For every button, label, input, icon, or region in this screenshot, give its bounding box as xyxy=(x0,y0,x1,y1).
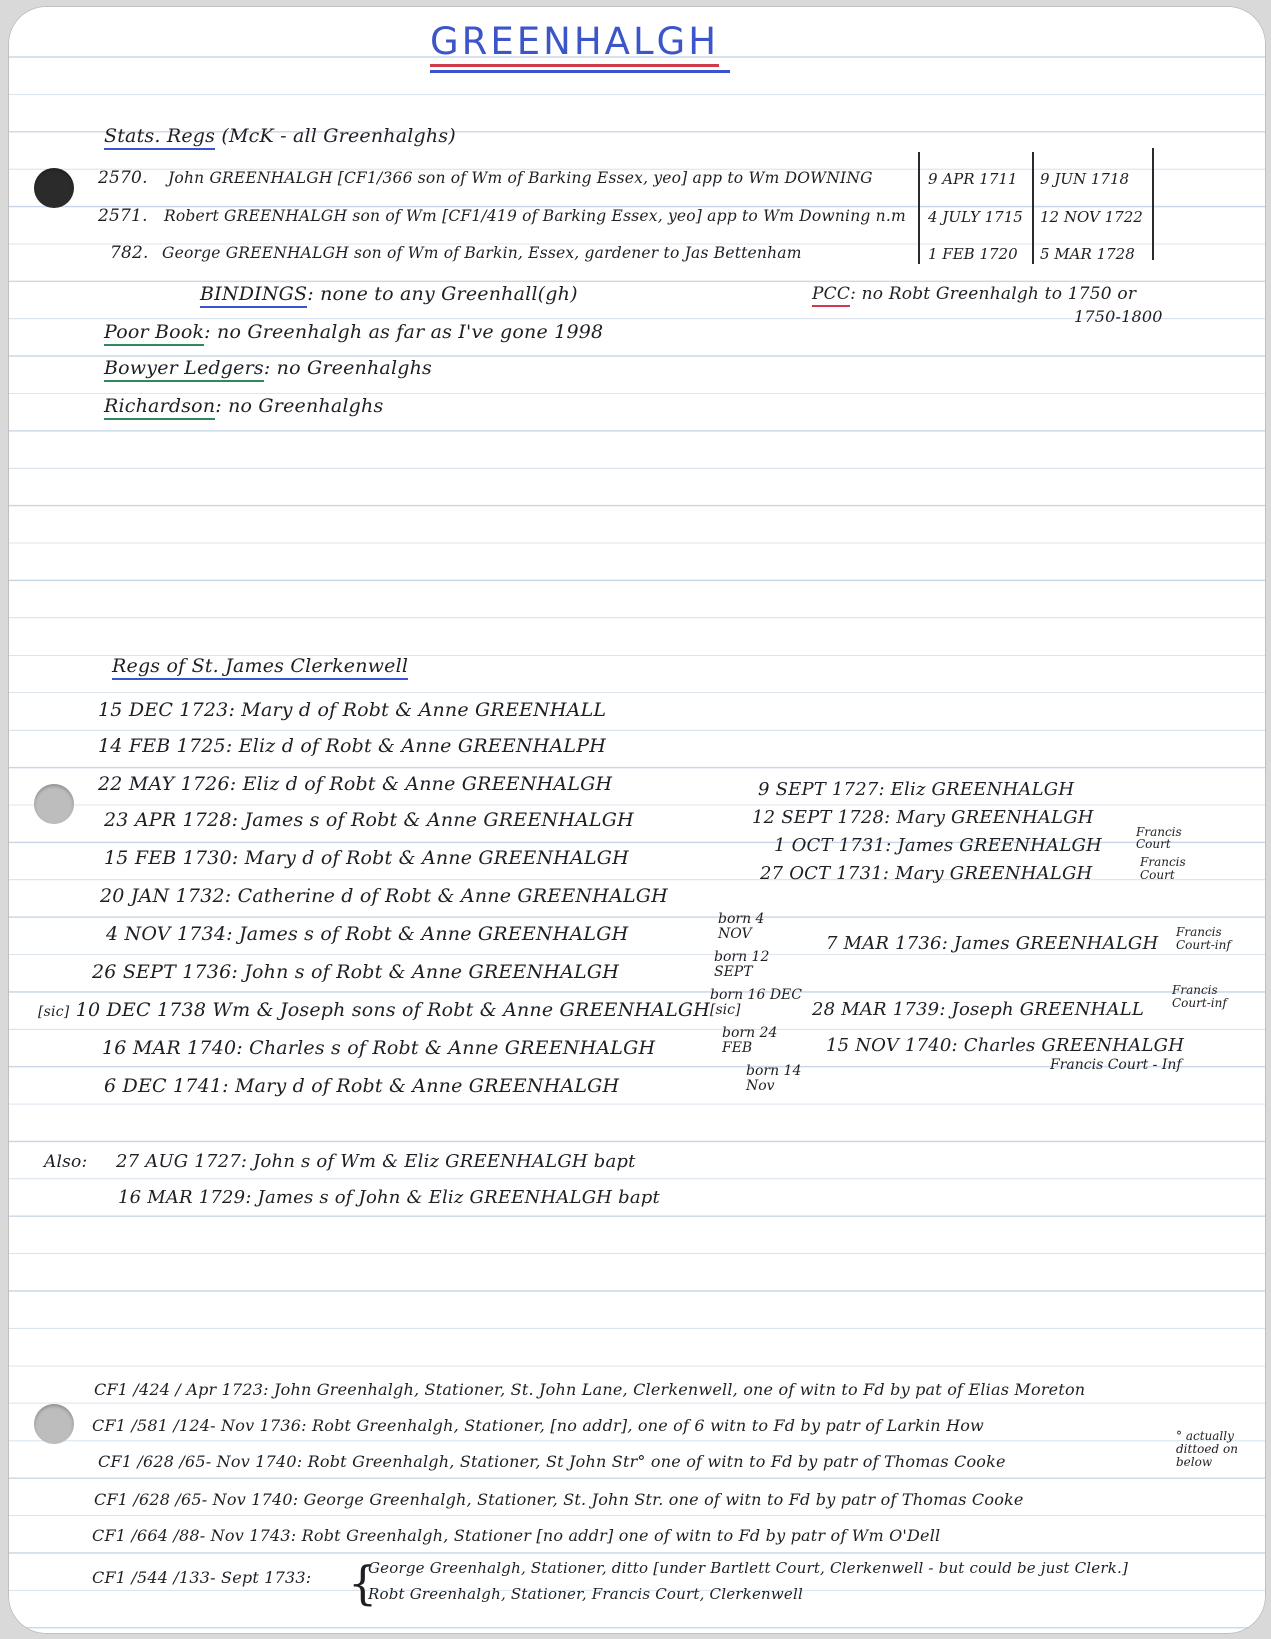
brace-line: George Greenhalgh, Stationer, ditto [under Bartlett Court, Clerkenwell - but could be just Clerk.] xyxy=(368,1559,1129,1577)
reg-text: : Eliz d of Robt & Anne GREENHALPH xyxy=(225,735,606,757)
stats-entry-date2: 9 JUN 1718 xyxy=(1040,170,1130,188)
richardson-text: : no Greenhalghs xyxy=(215,395,384,417)
reg-text: Wm & Joseph sons of Robt & Anne GREENHALGH xyxy=(212,999,711,1021)
reg-text: : Eliz d of Robt & Anne GREENHALGH xyxy=(229,773,613,795)
list-item xyxy=(116,1150,636,1174)
list-item xyxy=(98,698,606,722)
stats-entry-date2: 5 MAR 1728 xyxy=(1040,245,1135,263)
list-item xyxy=(752,806,1094,830)
reg-date: 27 AUG 1727 xyxy=(116,1151,241,1172)
list-item xyxy=(104,1074,619,1098)
stats-entry-text: Robert GREENHALGH son of Wm [CF1/419 of Barking Essex, yeo] app to Wm Downing n.m xyxy=(164,207,906,225)
list-item xyxy=(760,862,1092,886)
reg-date: 12 SEPT 1728 xyxy=(752,807,885,828)
reg-date: 15 NOV 1740 xyxy=(826,1035,952,1056)
reg-text: : Mary d of Robt & Anne GREENHALGH xyxy=(231,847,629,869)
reg-date: 4 NOV 1734 xyxy=(106,923,227,945)
cf-text: Apr 1723: John Greenhalgh, Stationer, St. John Lane, Clerkenwell, one of witn to Fd by pat of Elias Moreton xyxy=(186,1380,1086,1399)
list-item xyxy=(92,1414,984,1438)
reg-date: 28 MAR 1739 xyxy=(812,999,940,1020)
born-note: born 16 DEC [sic] xyxy=(710,987,802,1018)
bindings-label: BINDINGS xyxy=(200,283,307,308)
list-item xyxy=(92,960,619,984)
list-item xyxy=(94,1488,1024,1512)
binder-hole-middle xyxy=(34,784,74,824)
cf-ref: CF1 /628 /65 xyxy=(94,1490,202,1509)
reg-date: 20 JAN 1732 xyxy=(100,885,225,907)
list-item xyxy=(104,846,629,870)
richardson-label: Richardson xyxy=(104,395,215,420)
reg-text: : Eliz GREENHALGH xyxy=(878,779,1075,800)
born-note: born 14 Nov xyxy=(746,1063,802,1094)
stats-entry-date1: 1 FEB 1720 xyxy=(928,245,1018,263)
page-title: GREENHALGH xyxy=(430,20,719,67)
reg-date: 23 APR 1728 xyxy=(104,809,232,831)
pcc-text-2: 1750-1800 xyxy=(1074,307,1163,326)
table-rule xyxy=(1032,152,1034,264)
reg-date: 14 FEB 1725 xyxy=(98,735,226,757)
reg-date: 6 DEC 1741 xyxy=(104,1075,223,1097)
bindings-text: : none to any Greenhall(gh) xyxy=(307,283,578,305)
stats-entry-text: George GREENHALGH son of Wm of Barkin, Essex, gardener to Jas Bettenham xyxy=(162,244,802,262)
cf-ref: CF1 /544 /133 xyxy=(92,1568,211,1587)
cf-ref: CF1 /628 /65 xyxy=(98,1452,206,1471)
bowyer-ledgers-label: Bowyer Ledgers xyxy=(104,357,264,382)
list-item xyxy=(812,998,1144,1022)
stats-heading-note: (McK - all Greenhalghs) xyxy=(221,125,456,147)
brace-line: Robt Greenhalgh, Stationer, Francis Court, Clerkenwell xyxy=(368,1585,803,1603)
reg-date: 15 FEB 1730 xyxy=(104,847,232,869)
court-note: Francis Court - Inf xyxy=(1050,1057,1182,1073)
reg-date: 10 DEC 1738 xyxy=(75,999,207,1021)
reg-date: 22 MAY 1726 xyxy=(98,773,230,795)
cf-text: - Sept 1733: xyxy=(210,1568,312,1587)
reg-date: 16 MAR 1729 xyxy=(118,1187,246,1208)
reg-text: : Joseph GREENHALL xyxy=(939,999,1145,1020)
reg-date: 7 MAR 1736 xyxy=(826,933,942,954)
bowyer-ledgers-text: : no Greenhalghs xyxy=(263,357,432,379)
list-item xyxy=(94,1378,1085,1402)
list-item xyxy=(104,808,634,832)
list-item xyxy=(118,1186,660,1210)
reg-text: : Charles s of Robt & Anne GREENHALGH xyxy=(236,1037,656,1059)
bowyer-ledgers-note xyxy=(104,356,432,380)
list-item xyxy=(106,922,628,946)
list-item xyxy=(92,1524,940,1548)
reg-date: 15 DEC 1723 xyxy=(98,699,229,721)
cf-side-note: ° actually dittoed on below xyxy=(1176,1429,1238,1469)
stats-heading-label: Stats. Regs xyxy=(104,125,215,150)
list-item xyxy=(100,884,668,908)
reg-date: 27 OCT 1731 xyxy=(760,863,883,884)
stats-entry-date1: 4 JULY 1715 xyxy=(928,208,1023,226)
reg-date: 26 SEPT 1736 xyxy=(92,961,232,983)
also-label: Also: xyxy=(44,1152,88,1172)
list-item xyxy=(826,932,1158,956)
list-item xyxy=(92,1566,311,1590)
list-item xyxy=(98,1450,1006,1474)
list-item xyxy=(774,834,1102,858)
born-note: born 12 SEPT xyxy=(714,949,770,980)
brace: { xyxy=(348,1556,378,1610)
cf-ref: CF1 /424 / xyxy=(94,1380,182,1399)
born-note: born 4 NOV xyxy=(718,911,765,942)
court-note: Francis Court xyxy=(1140,855,1186,882)
regs-heading xyxy=(112,654,408,678)
reg-text: : James s of Robt & Anne GREENHALGH xyxy=(231,809,634,831)
reg-text: : James s of John & Eliz GREENHALGH bapt xyxy=(245,1187,660,1208)
stats-entry-num: 2571. xyxy=(98,206,148,226)
pcc-text: : no Robt Greenhalgh to 1750 or xyxy=(850,284,1137,304)
stats-entry-date2: 12 NOV 1722 xyxy=(1040,208,1143,226)
court-note: Francis Court-inf xyxy=(1176,925,1231,952)
reg-text: : James s of Robt & Anne GREENHALGH xyxy=(226,923,629,945)
reg-text: : Charles GREENHALGH xyxy=(951,1035,1185,1056)
stats-entry-num: 2570. xyxy=(98,168,148,188)
stats-entry-num: 782. xyxy=(110,243,149,263)
pcc-note xyxy=(812,282,1136,306)
reg-prefix: [sic] xyxy=(38,1004,70,1020)
list-item xyxy=(826,1034,1184,1058)
cf-text: - Nov 1740: George Greenhalgh, Stationer, St. John Str. one of witn to Fd by patr of Thomas Cooke xyxy=(201,1490,1024,1509)
poor-book-label: Poor Book xyxy=(104,321,204,346)
reg-date: 9 SEPT 1727 xyxy=(758,779,879,800)
cf-text: - Nov 1740: Robt Greenhalgh, Stationer, St John Str° one of witn to Fd by patr of Thomas Cooke xyxy=(205,1452,1006,1471)
table-rule xyxy=(1152,148,1154,260)
born-note: born 24 FEB xyxy=(722,1025,778,1056)
reg-text: : James GREENHALGH xyxy=(885,835,1102,856)
pcc-label: PCC xyxy=(812,284,850,307)
richardson-note xyxy=(104,394,383,418)
reg-text: : Catherine d of Robt & Anne GREENHALGH xyxy=(224,885,668,907)
cf-text: - Nov 1743: Robt Greenhalgh, Stationer [no addr] one of witn to Fd by patr of Wm O'Dell xyxy=(199,1526,941,1545)
list-item xyxy=(98,772,612,796)
reg-text: : Mary GREENHALGH xyxy=(882,863,1093,884)
stats-heading xyxy=(104,124,456,148)
list-item xyxy=(38,998,710,1024)
reg-text: : Mary GREENHALGH xyxy=(884,807,1094,828)
stats-entry-text: John GREENHALGH [CF1/366 son of Wm of Barking Essex, yeo] app to Wm DOWNING xyxy=(168,169,873,187)
title-underline-blue xyxy=(430,70,730,73)
reg-date: 1 OCT 1731 xyxy=(774,835,886,856)
cf-text: - Nov 1736: Robt Greenhalgh, Stationer, [no addr], one of 6 witn to Fd by patr of Larkin How xyxy=(210,1416,984,1435)
reg-text: : Mary d of Robt & Anne GREENHALGH xyxy=(222,1075,620,1097)
reg-date: 16 MAR 1740 xyxy=(102,1037,237,1059)
table-rule xyxy=(918,152,920,264)
cf-ref: CF1 /581 /124 xyxy=(92,1416,211,1435)
list-item xyxy=(102,1036,655,1060)
binder-hole-top xyxy=(34,168,74,208)
reg-text: : James GREENHALGH xyxy=(941,933,1159,954)
regs-heading-label: Regs of St. James Clerkenwell xyxy=(112,655,408,680)
list-item xyxy=(758,778,1074,802)
reg-text: : Mary d of Robt & Anne GREENHALL xyxy=(228,699,607,721)
bindings-note xyxy=(200,282,578,306)
stats-entry-date1: 9 APR 1711 xyxy=(928,170,1018,188)
cf-ref: CF1 /664 /88 xyxy=(92,1526,200,1545)
court-note: Francis Court-inf xyxy=(1172,983,1227,1010)
poor-book-note xyxy=(104,320,603,344)
reg-text: : John s of Robt & Anne GREENHALGH xyxy=(231,961,619,983)
court-note: Francis Court xyxy=(1136,825,1182,851)
binder-hole-bottom xyxy=(34,1404,74,1444)
poor-book-text: : no Greenhalgh as far as I've gone 1998 xyxy=(204,321,604,343)
reg-text: : John s of Wm & Eliz GREENHALGH bapt xyxy=(240,1151,636,1172)
list-item xyxy=(98,734,606,758)
